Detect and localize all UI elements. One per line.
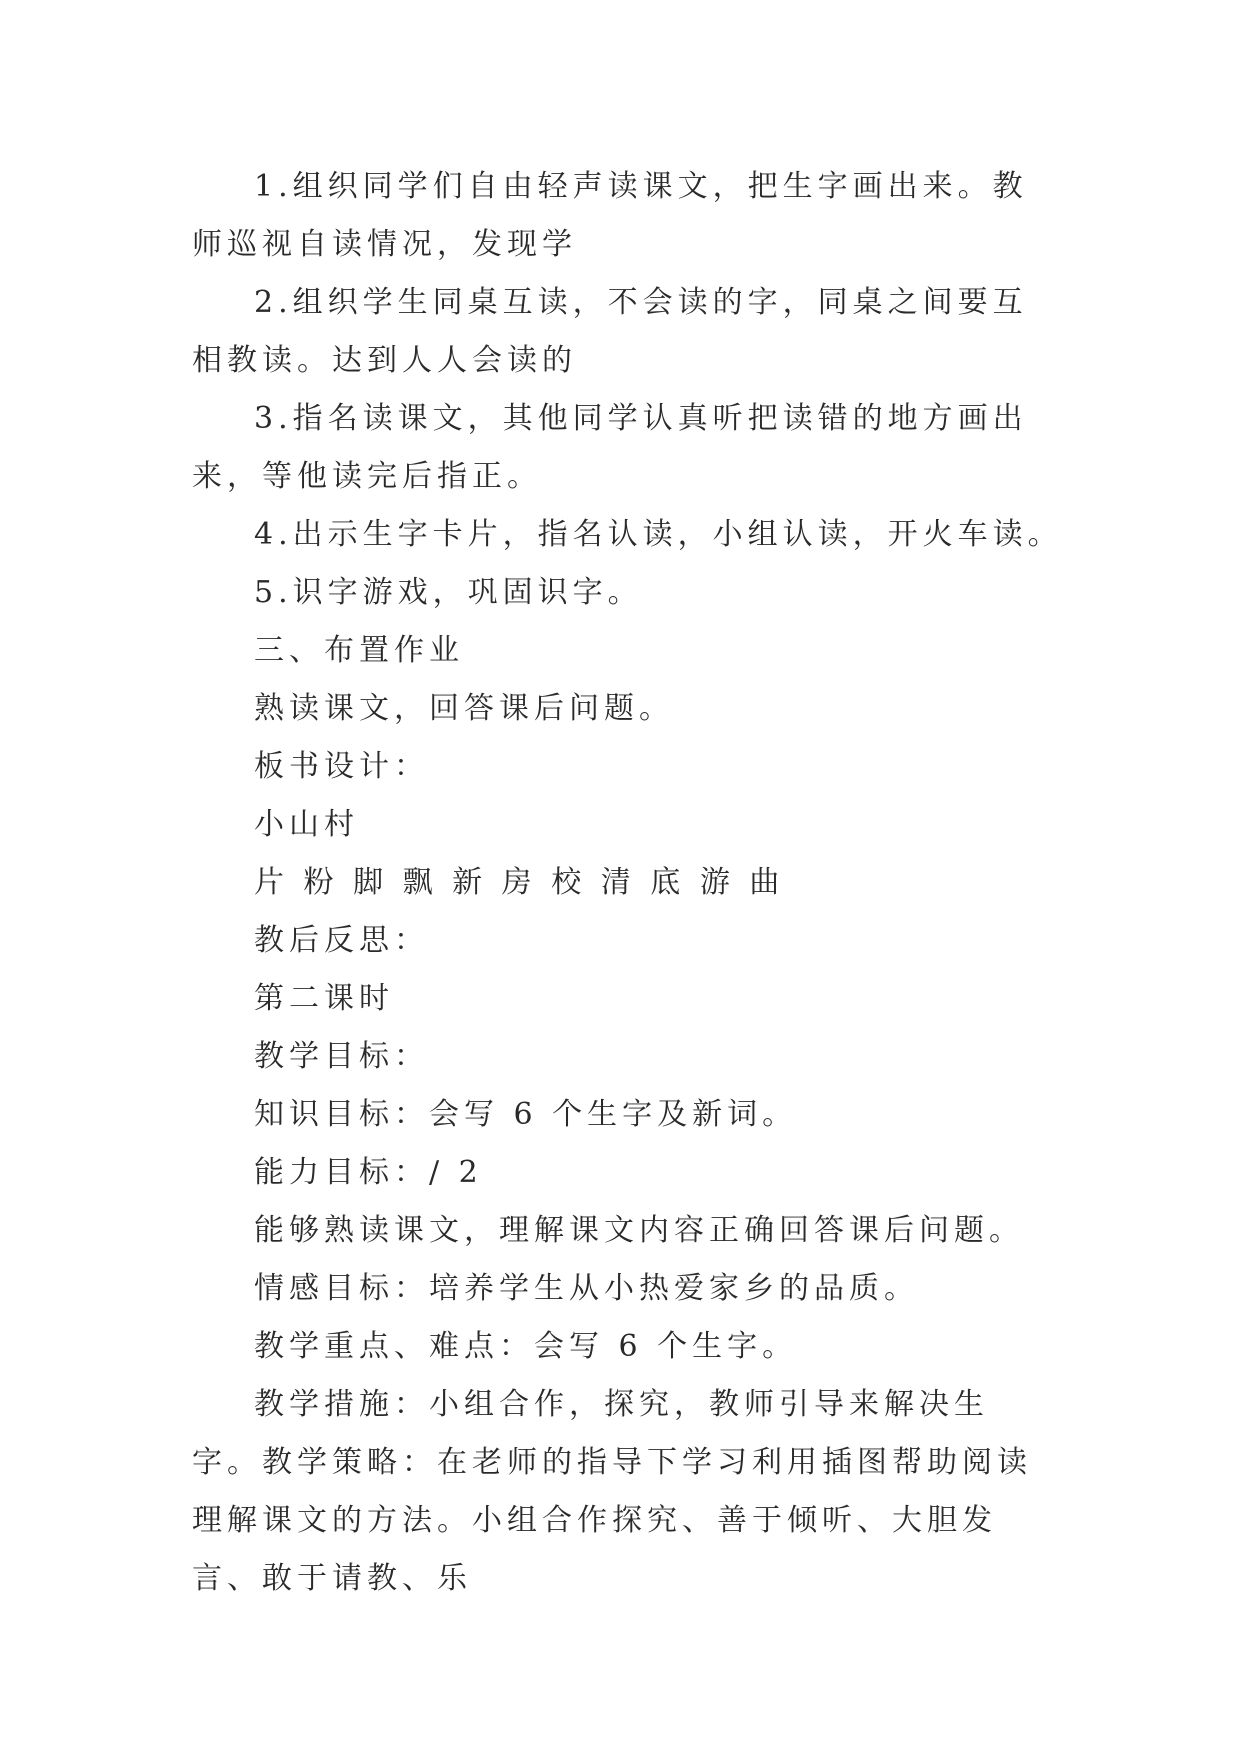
paragraph-ability-detail: 能够熟读课文，理解课文内容正确回答课后问题。 [254, 1213, 1024, 1248]
label-board-design: 板书设计： [254, 749, 429, 784]
heading-second-lesson: 第二课时 [254, 981, 394, 1016]
document-body [192, 158, 1063, 1608]
paragraph-ability-goal: 能力目标：/ 2 [254, 1155, 483, 1190]
paragraph-step-4: 4.出示生字卡片，指名认读，小组认读，开火车读。 [254, 517, 1063, 552]
paragraph-emotion-goal: 情感目标：培养学生从小热爱家乡的品质。 [254, 1271, 919, 1306]
section-heading-homework: 三、布置作业 [254, 633, 464, 668]
paragraph-knowledge-goal: 知识目标：会写 6 个生字及新词。 [254, 1097, 798, 1132]
label-reflection: 教后反思： [254, 923, 429, 958]
paragraph-step-1: 1.组织同学们自由轻声读课文，把生字画出来。教师巡视自读情况，发现学 [192, 169, 1028, 262]
paragraph-homework: 熟读课文，回答课后问题。 [254, 691, 674, 726]
board-characters: 片 粉 脚 飘 新 房 校 清 底 游 曲 [254, 865, 785, 900]
paragraph-step-2: 2.组织学生同桌互读，不会读的字，同桌之间要互相教读。达到人人会读的 [192, 285, 1028, 378]
paragraph-key-points: 教学重点、难点：会写 6 个生字。 [254, 1329, 798, 1364]
paragraph-step-3: 3.指名读课文，其他同学认真听把读错的地方画出来，等他读完后指正。 [192, 401, 1028, 494]
board-title: 小山村 [254, 807, 359, 842]
label-teaching-goals: 教学目标： [254, 1039, 429, 1074]
paragraph-teaching-measures: 教学措施：小组合作，探究，教师引导来解决生字。教学策略：在老师的指导下学习利用插图帮助阅读理解课文的方法。小组合作探究、善于倾听、大胆发言、敢于请教、乐 [192, 1387, 1032, 1596]
paragraph-step-5: 5.识字游戏，巩固识字。 [254, 575, 643, 610]
